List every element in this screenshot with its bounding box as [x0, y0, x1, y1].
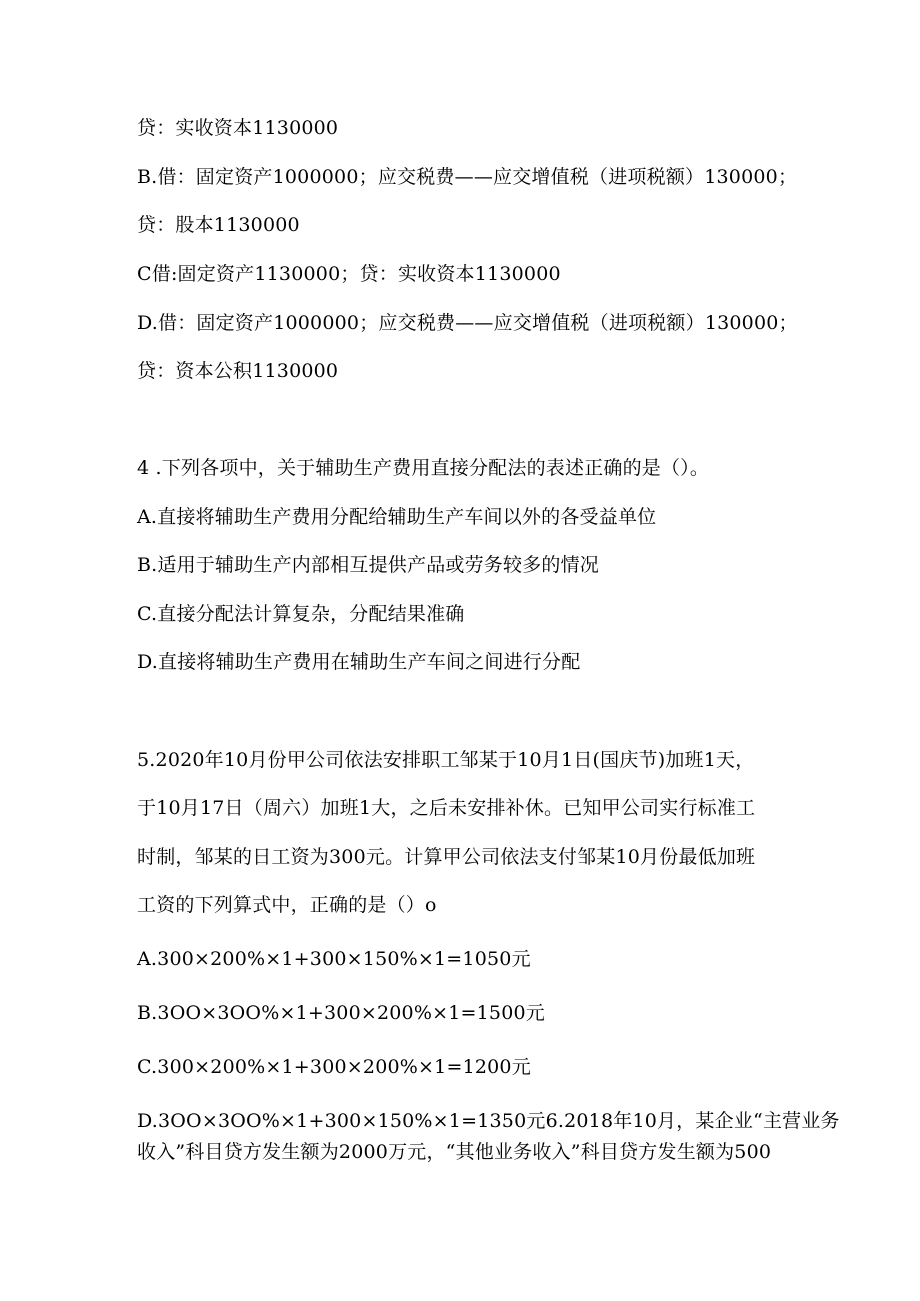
question-5-option-a: A.300×200%×1+300×150%×1=1050元	[137, 948, 531, 970]
question-5-stem-line-3: 时制，邹某的日工资为300元。计算甲公司依法支付邹某10月份最低加班	[137, 846, 756, 868]
question-6-stem-line-2: 收入”科目贷方发生额为2000万元，“其他业务收入”科目贷方发生额为500	[137, 1141, 772, 1163]
question-4-option-c: C.直接分配法计算复杂，分配结果准确	[137, 603, 465, 625]
option-c-line: C借:固定资产1130000；贷：实收资本1130000	[137, 263, 561, 285]
question-4-stem: 4 .下列各项中，关于辅助生产费用直接分配法的表述正确的是（）。	[137, 457, 710, 479]
option-b-credit-line: 贷：股本1130000	[137, 214, 300, 236]
option-d-debit-line: D.借：固定资产1000000；应交税费——应交增值税（进项税额）130000；	[137, 312, 798, 334]
question-4-option-b: B.适用于辅助生产内部相互提供产品或劳务较多的情况	[137, 554, 600, 576]
question-5-option-b: B.3OO×3OO%×1+300×200%×1=1500元	[137, 1002, 545, 1024]
question-5-option-c: C.300×200%×1+300×200%×1=1200元	[137, 1056, 531, 1078]
answer-line-credit-paid-in-capital: 贷：实收资本1130000	[137, 117, 339, 139]
question-5-option-d-and-question-6-start: D.3OO×3OO%×1+300×150%×1=1350元6.2018年10月，某企业“主营业务	[137, 1110, 840, 1132]
question-5-stem-line-1: 5.2020年10月份甲公司依法安排职工邹某于10月1日(国庆节)加班1天，	[137, 749, 755, 771]
question-5-stem-line-4: 工资的下列算式中，正确的是（）o	[137, 894, 437, 916]
option-b-debit-line: B.借：固定资产1000000；应交税费——应交增值税（进项税额）130000；	[137, 166, 798, 188]
question-4-option-a: A.直接将辅助生产费用分配给辅助生产车间以外的各受益单位	[137, 506, 657, 528]
question-4-option-d: D.直接将辅助生产费用在辅助生产车间之间进行分配	[137, 651, 581, 673]
option-d-credit-line: 贷：资本公积1130000	[137, 360, 339, 382]
question-5-stem-line-2: 于10月17日（周六）加班1大，之后未安排补休。已知甲公司实行标准工	[137, 797, 756, 819]
